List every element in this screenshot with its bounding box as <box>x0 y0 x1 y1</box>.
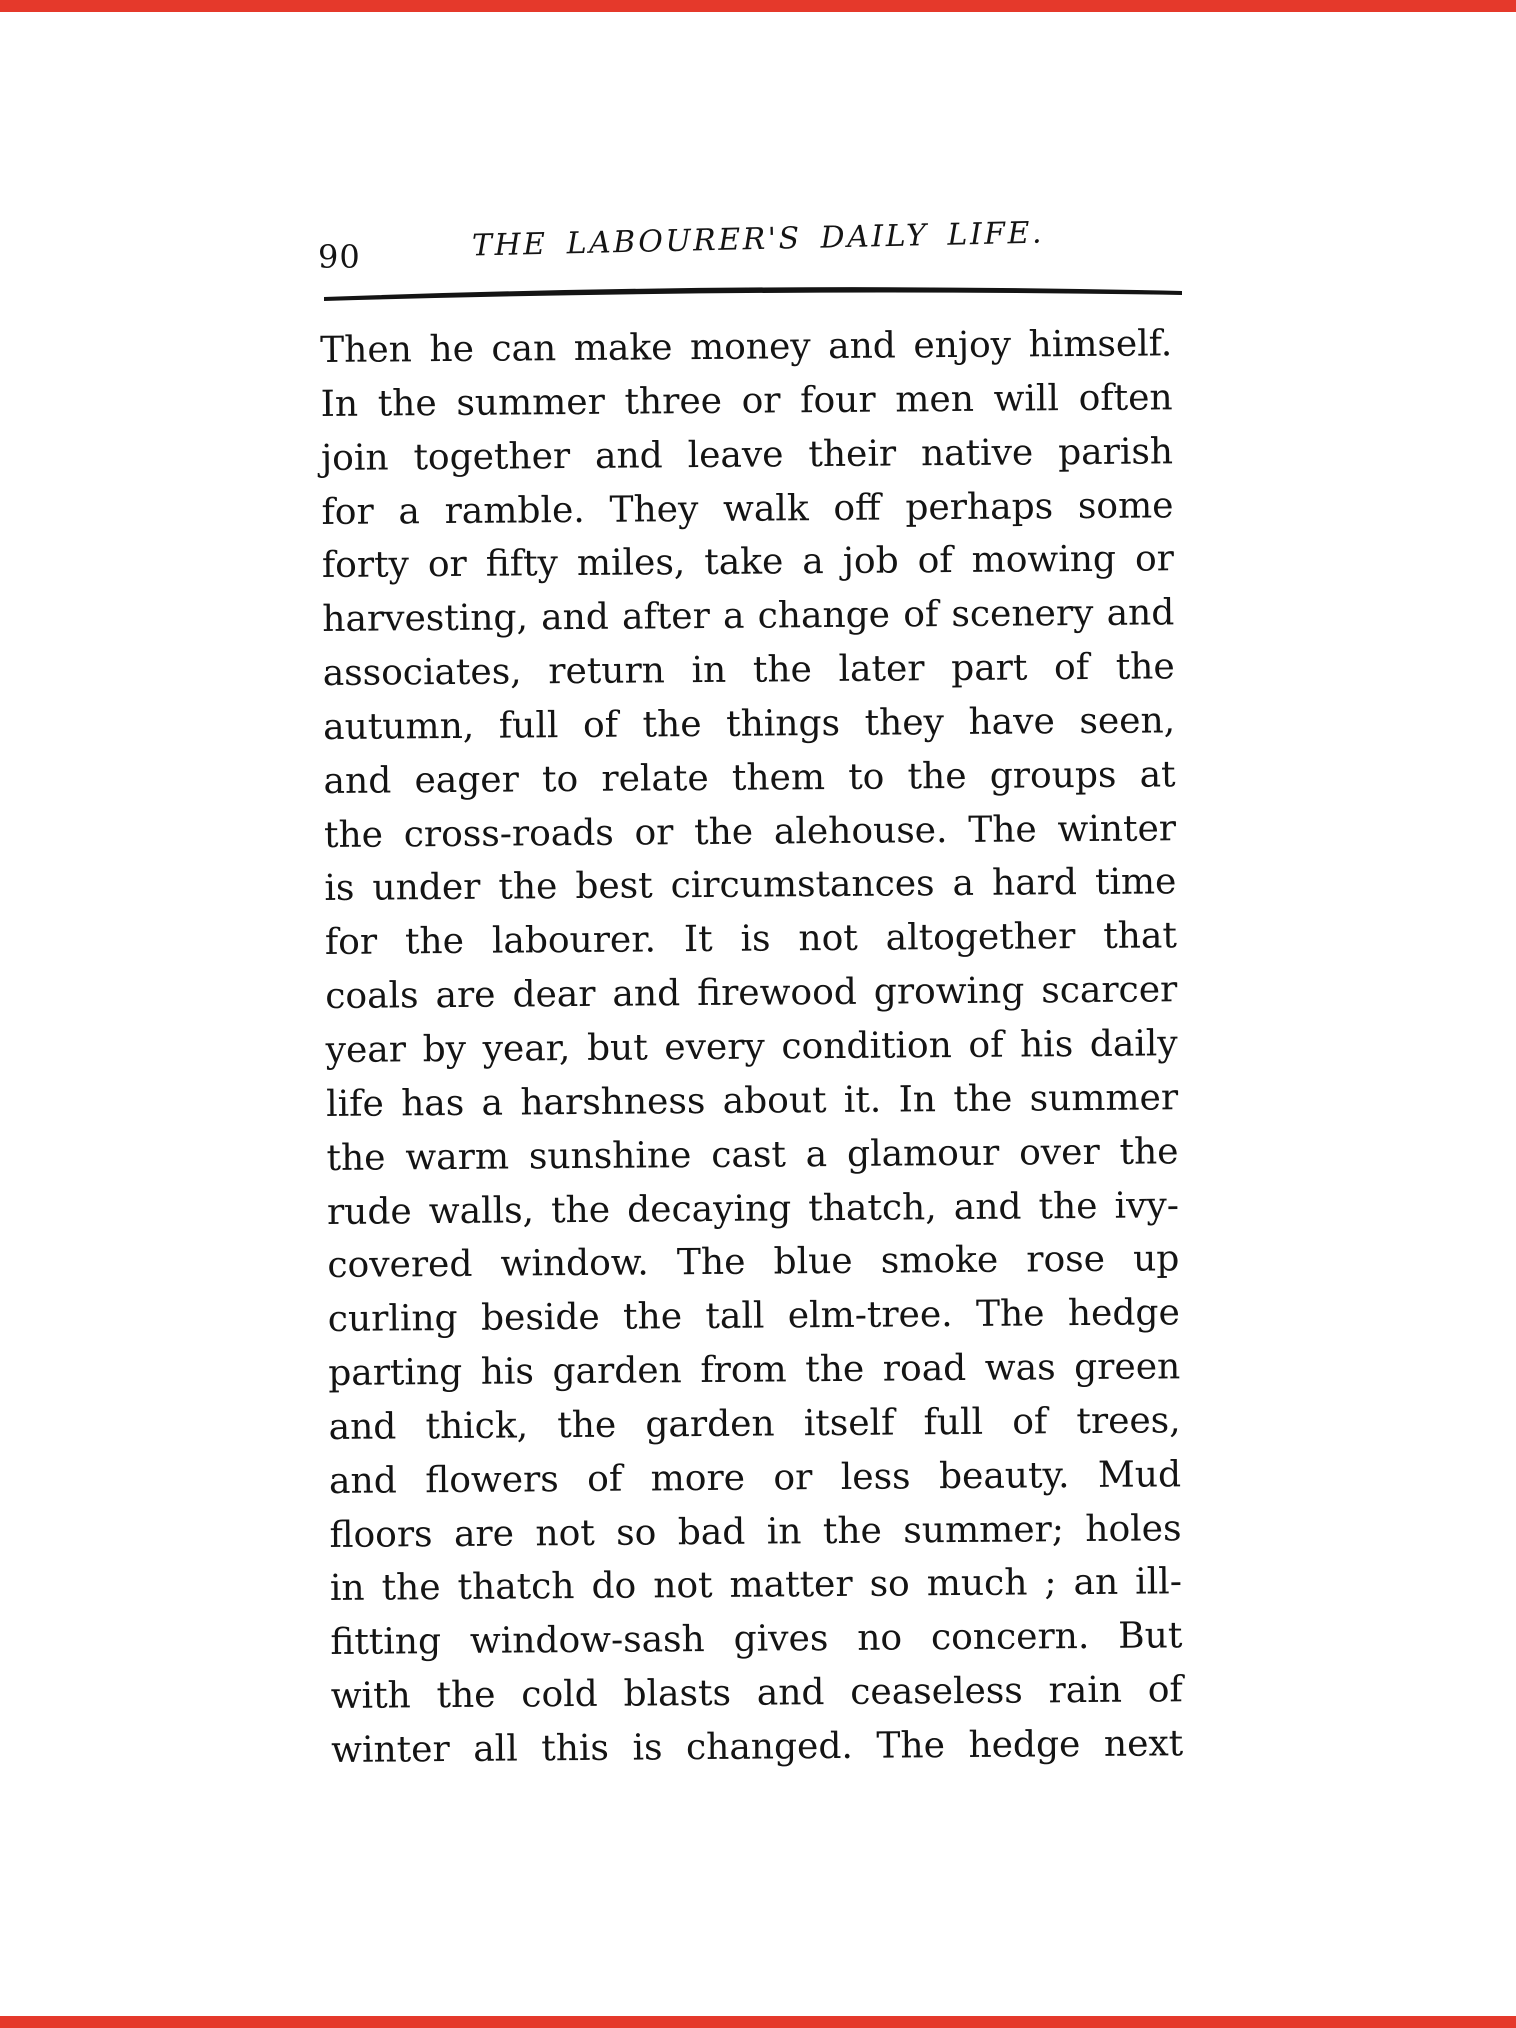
text-line: is under the best circumstances a hard time <box>324 861 1177 910</box>
text-line: associates, return in the later part of the <box>322 646 1175 695</box>
text-line: life has a harshness about it. In the summer <box>325 1077 1179 1125</box>
text-line: autumn, full of the things they have seen, <box>323 700 1176 748</box>
scan-edge-top <box>0 0 1516 12</box>
text-line: for the labourer. It is not altogether that <box>324 915 1177 964</box>
text-line: with the cold blasts and ceaseless rain of <box>330 1669 1183 1718</box>
text-line: parting his garden from the road was green <box>328 1346 1181 1394</box>
text-line: forty or fifty miles, take a job of mowing or <box>321 538 1175 587</box>
page-header <box>0 214 1516 284</box>
header-rule <box>318 276 1188 306</box>
text-line: floors are not so bad in the summer; holes <box>329 1507 1182 1556</box>
text-line: fitting window-sash gives no concern. But <box>330 1615 1183 1664</box>
text-line: winter all this is changed. The hedge next <box>331 1723 1184 1771</box>
text-line: rude walls, the decaying thatch, and the ivy- <box>326 1184 1180 1233</box>
running-title: THE LABOURER'S DAILY LIFE. <box>471 215 1045 264</box>
page-text <box>320 317 1183 1777</box>
text-line: and thick, the garden itself full of trees, <box>328 1400 1181 1448</box>
text-line: for a ramble. They walk off perhaps some <box>321 484 1174 533</box>
text-line: In the summer three or four men will often <box>320 377 1173 425</box>
text-line: curling beside the tall elm-tree. The hedge <box>327 1292 1180 1341</box>
text-line: the warm sunshine cast a glamour over the <box>326 1130 1179 1179</box>
text-line: in the thatch do not matter so much ; an ill- <box>329 1561 1183 1610</box>
text-line: join together and leave their native parish <box>320 430 1174 479</box>
text-line: coals are dear and firewood growing scarcer <box>325 969 1178 1018</box>
text-line: covered window. The blue smoke rose up <box>327 1238 1180 1287</box>
text-line: year by year, but every condition of his daily <box>325 1023 1178 1071</box>
page-number: 90 <box>318 238 361 276</box>
text-line: and eager to relate them to the groups at <box>323 754 1176 802</box>
text-line: harvesting, and after a change of scenery and <box>322 592 1175 641</box>
scan-edge-bottom <box>0 2016 1516 2028</box>
text-line: and flowers of more or less beauty. Mud <box>328 1453 1182 1502</box>
text-line: Then he can make money and enjoy himself. <box>320 323 1173 371</box>
text-line: the cross-roads or the alehouse. The winter <box>323 807 1177 856</box>
